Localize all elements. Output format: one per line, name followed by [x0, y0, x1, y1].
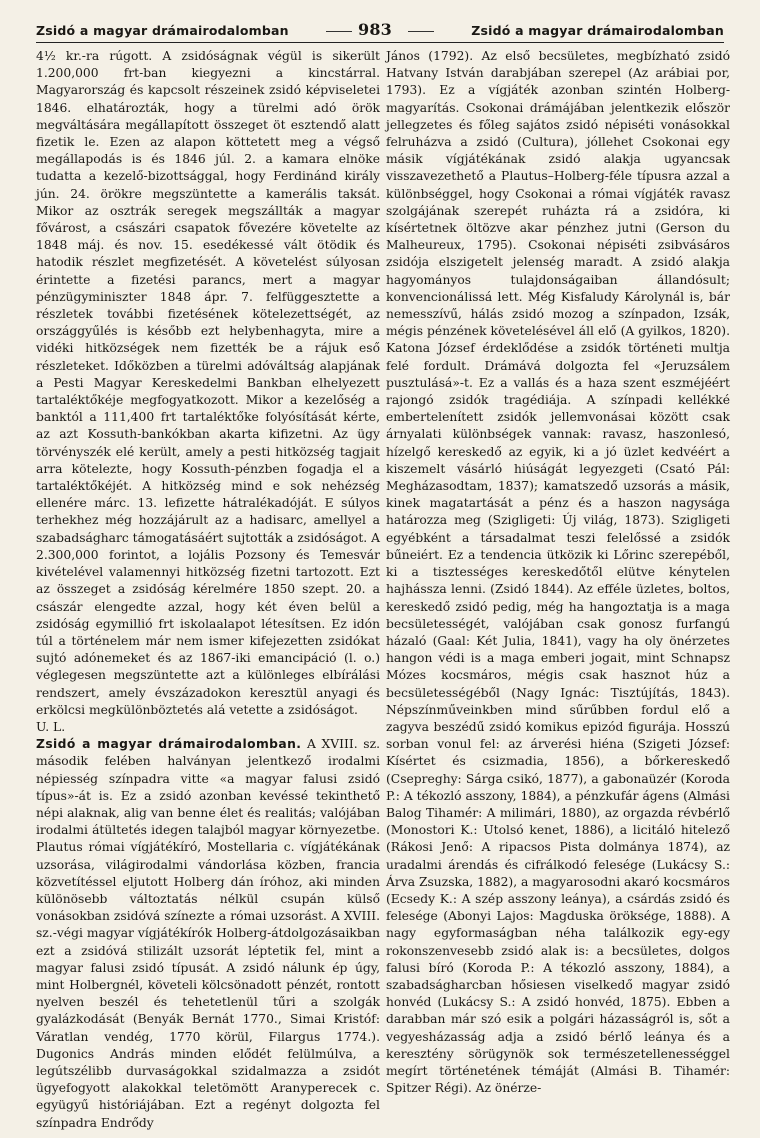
article-text-continued: 4½ kr.-ra rúgott. A zsidóságnak végül is sikerült 1.200,000 frt-ban kiegyezni a kincstárral. Magyarország és kapcsolt részeinek zsidó képviseletei 1846. elhatározták, hogy a türelmi adó örök megváltására megállapított összeget öt esztendő alatt fizetik le. Ezen az alapon köttetett meg a végső megállapodás is és 1846 júl. 2. a kamara elnöke tudatta a kezelő-bizottsággal, hogy Ferdinánd király jún. 24. örökre megszüntette a kamerális taksát. Mikor az osztrák seregek megszállták a magyar fővárost, a császári csapatok fővezére követelte az 1848 máj. és nov. 15. esedékessé vált ötödik és hatodik részlet megfizetését. A követelést súlyosan érintette a fizetési parancs, mert a magyar pénzügyminiszter 1848 ápr. 7. felfüggesztette a részletek további fizetésének kötelezettségét, az országgyűlés is később ezt helybenhagyta, mire a vidéki hitközségek nem fizették be a rájuk eső részleteket. Időközben a türelmi adóváltság alapjának a Pesti Magyar Kereskedelmi Bankban elhelyezett tartaléktőkéje megfogyatkozott. Mikor a kezelőség a banktól a 111,400 frt tartaléktőke folyósítását kérte, az azt Kossuth-bankókban akarta kifizetni. Az ügy törvényszék elé került, amely a pesti hitközség tagjait arra kötelezte, hogy Kossuth-pénzben fogadja el a tartaléktőkéjét. A hitközség mind e sok nehézség ellenére márc. 13. lefizette hátralékadóját. E súlyos terhekhez még hozzájárult az a hadisarc, amellyel a szabadságharc támogatásáért sujtották a zsidóságot. A 2.300,000 forintot, a lojális Pozsony és Temesvár kivételével valamennyi hitközség fizetni tartozott. Ezt az összeget a zsidóság kérelmére 1850 szept. 20. a császár elengedte azzal, hogy két éven belül a zsidóság egymillió frt iskolaalapot létesítsen. Ez idón túl a történelem már nem ismer kifejezetten zsidókat sujtó adónemeket és az 1867-iki emancipáció (l. o.) véglegesen megszüntette azt a különleges elbírálási rendszert, amely évszázadokon keresztül anyagi és erkölcsi megkülönböztetés alá vetette a zsidóságot.: [36, 49, 380, 717]
header-left-title: Zsidó a magyar drámairodalomban: [36, 23, 289, 38]
right-column: [386, 48, 730, 1097]
entry-body-continued: János (1792). Az első becsületes, megbízható zsidó Hatvany István darabjában szerepel (Az arábiai por, 1793). Ez a vígjáték azonban szintén Holberg-magyarítás. Csokonai drámájában jelentkezik először jellegzetes és főleg sajátos zsidó népiséti vonásokkal felruházva a zsidó (Cultura), jóllehet Csokonai egy másik vígjátékának zsidó alakja ugyancsak visszavezethető a Plautus–Holberg-féle típusra azzal a különbséggel, hogy Csokonai a római vígjáték ravasz szolgájának szerepét ruházta rá a zsidóra, ki kísértetnek öltözve akar pénzhez jutni (Gerson du Malheureux, 1795). Csokonai népiséti zsibvásáros zsidója elszigetelt jelenség maradt. A zsidó alakja hagyományos tulajdonságaiban állandósult; konvencionálissá lett. Még Kisfaludy Károlynál is, bár nemesszívű, hálás zsidó mozog a színpadon, Izsák, mégis pénzének követelésével áll elő (A gyilkos, 1820). Katona József érdeklődése a zsidók történeti multja felé fordult. Drámává dolgozta fel «Jeruzsálem pusztulásá»-t. Ez a vallás és a haza szent eszméjéért rajongó zsidók tragédiája. A színpadi kellékké embertelenített zsidók jellemvonásai között csak árnyalati különbségek vannak: ravasz, haszonlesó, hízelgő kereskedő az egyik, ki a jó üzlet kedvéért a kiszemelt vásárló hiúságát legyezgeti (Csató Pál: Megházasodtam, 1837); kamatszedő uzsorás a másik, kinek magatartását a pénz és a haszon nagysága határozza meg (Szigligeti: Új világ, 1873). Szigligeti egyébként a társadalmat teszi felelőssé a zsidók bűneiért. Ez a tendencia ütközik ki Lőrinc szerepéből, ki a tisztességes kereskedőtől elütve kénytelen hajhássza lenni. (Zsidó 1844). Az efféle üzletes, boltos, kereskedő zsidó pedig, még ha hangoztatja is a maga becsületességét, valójában csak gonosz furfangú házaló (Gaal: Két Julia, 1841), vagy ha oly önérzetes hangon védi is a maga emberi jogait, mint Schnapsz Mózes kocsmáros, mégis csak hasznot húz a becsületességéből (Nagy Ignác: Tisztújítás, 1843). Népszínműveinkben mind sűrűbben fordul elő a zagyva beszédű zsidó komikus epizód figurája. Hosszú sorban vonul fel: az árverési hiéna (Szigeti József: Kísértet és csizmadia, 1856), a bőrkereskedő (Csepreghy: Sárga csikó, 1877), a gabonaüzér (Koroda P.: A tékozló asszony, 1884), a pénzkufár ágens (Almási Balog Tihamér: A milimári, 1880), az orgazda révbérlő (Monostori K.: Utolsó kenet, 1886), a licitáló hitelező (Rákosi Jenő: A ripacsos Pista dolmánya 1874), az uradalmi árendás és cifrálkodó felesége (Lukácsy S.: Árva Zsuzska, 1882), a magyarosodni akaró kocsmáros (Ecsedy K.: A szép asszony leánya), a csárdás zsidó és felesége (Abonyi Lajos: Magduska öröksége, 1888). A nagy egyformaságban néha találkozik egy-egy rokonszenvesebb zsidó alak is: a becsületes, dolgos falusi bíró (Koroda P.: A tékozló asszony, 1884), a szabadságharcban hősiesen viselkedő magyar zsidó honvéd (Lukácsy S.: A zsidó honvéd, 1875). Ebben a darabban már szó esik a polgári házasságról is, sőt a vegyesházasság adja a zsidó bérlő leánya és a keresztény sörügynök sok természetellenességgel megírt történetének témáját (Almási B. Tihamér: Spitzer Régi). Az önérze-: [386, 49, 730, 1096]
running-header: [36, 20, 724, 43]
entry-body-text: A XVIII. sz. második felében halványan jelentkező irodalmi népiesség színpadra vitte «a magyar falusi zsidó típus»-át is. Ez a zsidó azonban kevéssé tekinthető népi alaknak, alig van benne élet és realitás; valójában irodalmi átültetés idegen talajból magyar környezetbe. Plautus római vígjátékíró, Mostellaria c. vígjátékának uzsorása, világirodalmi vándorlása közben, francia közvetítéssel eljutott Holberg dán íróhoz, aki minden különösebb változtatás nélkül csupán külső vonásokban zsidóvá színezte a római uzsorást. A XVIII. sz.-végi magyar vígjátékírók Holberg-átdolgozásaikban ezt a zsidóvá stilizált uzsorát léptetik fel, mint a magyar falusi zsidó típusát. A zsidó nálunk ép úgy, mint Holbergnél, követeli kölcsönadott pénzét, rontott nyelven beszél és tehetetlenül tűri a szolgák gyalázkodását (Benyák Bernát 1770., Simai Kristóf: Váratlan vendég, 1770 körül, Filargus 1774.). Dugonics András minden elődét felülmúlva, a legútszélibb durvaságokkal szidalmazza a zsidót ügyefogyott alakokkal teletömött Aranyperecek c. együgyű históriájában. Ezt a regényt dolgozta fel színpadra Endrődy: [36, 737, 381, 1130]
header-right-title: Zsidó a magyar drámairodalomban: [471, 23, 724, 38]
page-number: 983: [358, 20, 392, 39]
entry-title: Zsidó a magyar drámairodalomban.: [36, 737, 302, 752]
entry-paragraph: [36, 736, 380, 1132]
left-column: [36, 48, 380, 1132]
header-dash-right: [408, 31, 434, 32]
author-signature: U. L.: [36, 719, 66, 734]
header-dash-left: [326, 31, 352, 32]
